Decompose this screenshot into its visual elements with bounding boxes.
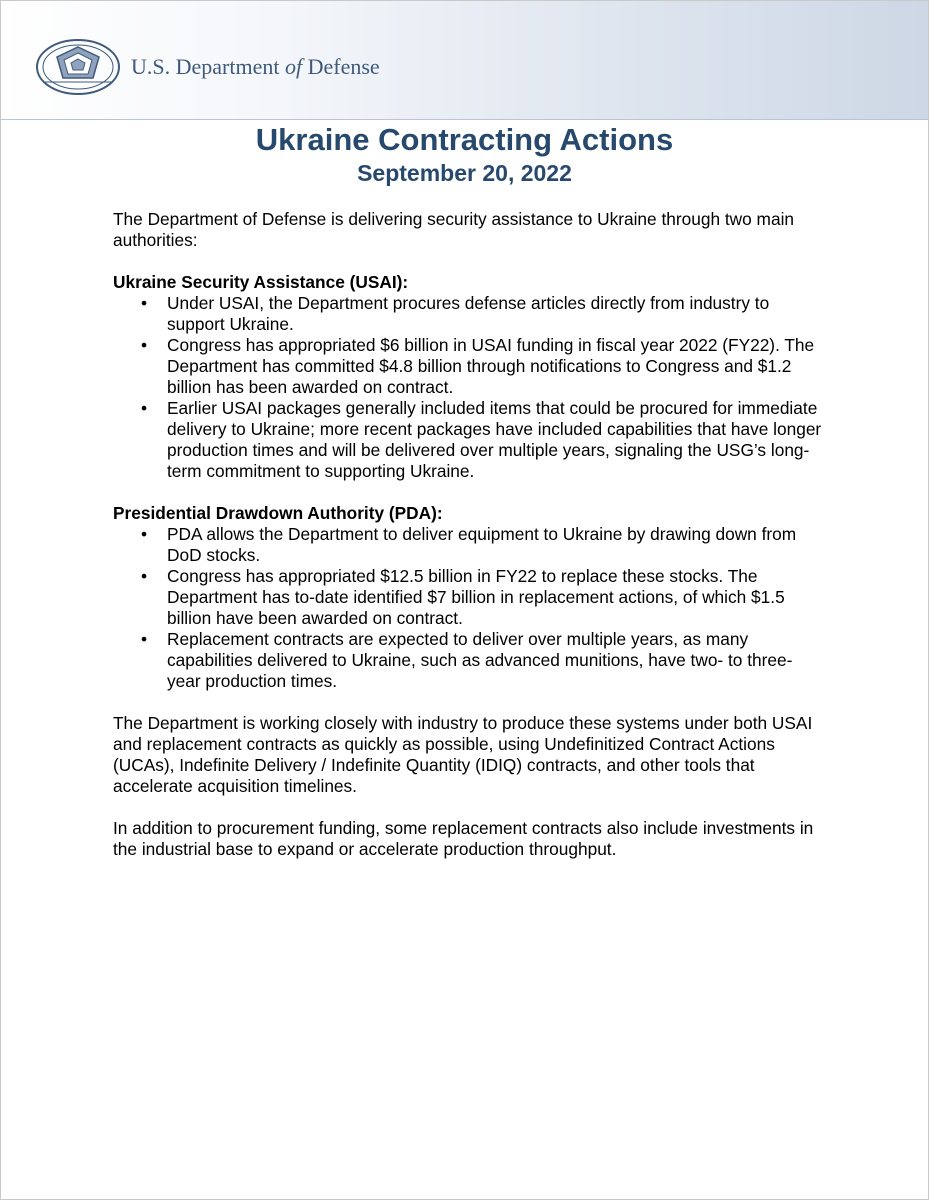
list-item xyxy=(113,398,833,482)
list-item xyxy=(113,629,833,692)
letterhead-banner xyxy=(1,1,928,120)
bullet-icon: • xyxy=(141,335,148,355)
bullet-text: Replacement contracts are expected to deliver over multiple years, as many capabilities delivered to Ukraine, such as advanced munitions, have two- to three-year production times. xyxy=(167,629,793,691)
bullet-icon: • xyxy=(141,524,148,544)
bullet-icon: • xyxy=(141,398,148,418)
bullet-icon: • xyxy=(141,629,148,649)
list-item xyxy=(113,566,833,629)
bullet-text: Earlier USAI packages generally included items that could be procured for immediate delivery to Ukraine; more recent packages have included capabilities that have longer production times and will be delivered over multiple years, signaling the USG’s long-term commitment to supporting Ukraine. xyxy=(167,398,822,481)
agency-name xyxy=(131,54,380,80)
pentagon-seal-icon xyxy=(35,38,121,96)
agency-prefix: U.S. Department xyxy=(131,54,285,79)
section-heading-usai: Ukraine Security Assistance (USAI): xyxy=(113,272,409,292)
bullet-text: Congress has appropriated $6 billion in USAI funding in fiscal year 2022 (FY22). The Department has committed $4.8 billion through notifications to Congress and $1.2 billion has been awarded on contract. xyxy=(167,335,815,397)
list-item xyxy=(113,524,833,566)
section-heading-pda: Presidential Drawdown Authority (PDA): xyxy=(113,503,443,523)
list-item xyxy=(113,293,833,335)
agency-suffix: Defense xyxy=(302,54,380,79)
pda-bullet-list xyxy=(113,524,833,692)
usai-bullet-list xyxy=(113,293,833,482)
bullet-text: Congress has appropriated $12.5 billion in FY22 to replace these stocks. The Department has to-date identified $7 billion in replacement actions, of which $1.5 billion have been awarded on contract. xyxy=(167,566,785,628)
intro-paragraph: The Department of Defense is delivering security assistance to Ukraine through two main authorities: xyxy=(113,209,795,250)
closing-paragraph: In addition to procurement funding, some replacement contracts also include investments in the industrial base to expand or accelerate production throughput. xyxy=(113,818,814,859)
document-date: September 20, 2022 xyxy=(357,160,572,186)
document-body xyxy=(113,209,833,881)
bullet-text: PDA allows the Department to deliver equipment to Ukraine by drawing down from DoD stocks. xyxy=(167,524,797,565)
list-item xyxy=(113,335,833,398)
bullet-text: Under USAI, the Department procures defense articles directly from industry to support Ukraine. xyxy=(167,293,770,334)
closing-paragraph: The Department is working closely with industry to produce these systems under both USAI and replacement contracts as quickly as possible, using Undefinitized Contract Actions (UCAs), Indefinite Delivery / Indefinite Quantity (IDIQ) contracts, and other tools that accelerate acquisition timelines. xyxy=(113,713,813,796)
bullet-icon: • xyxy=(141,293,148,313)
bullet-icon: • xyxy=(141,566,148,586)
document-title: Ukraine Contracting Actions xyxy=(255,122,674,157)
agency-of: of xyxy=(284,54,303,79)
